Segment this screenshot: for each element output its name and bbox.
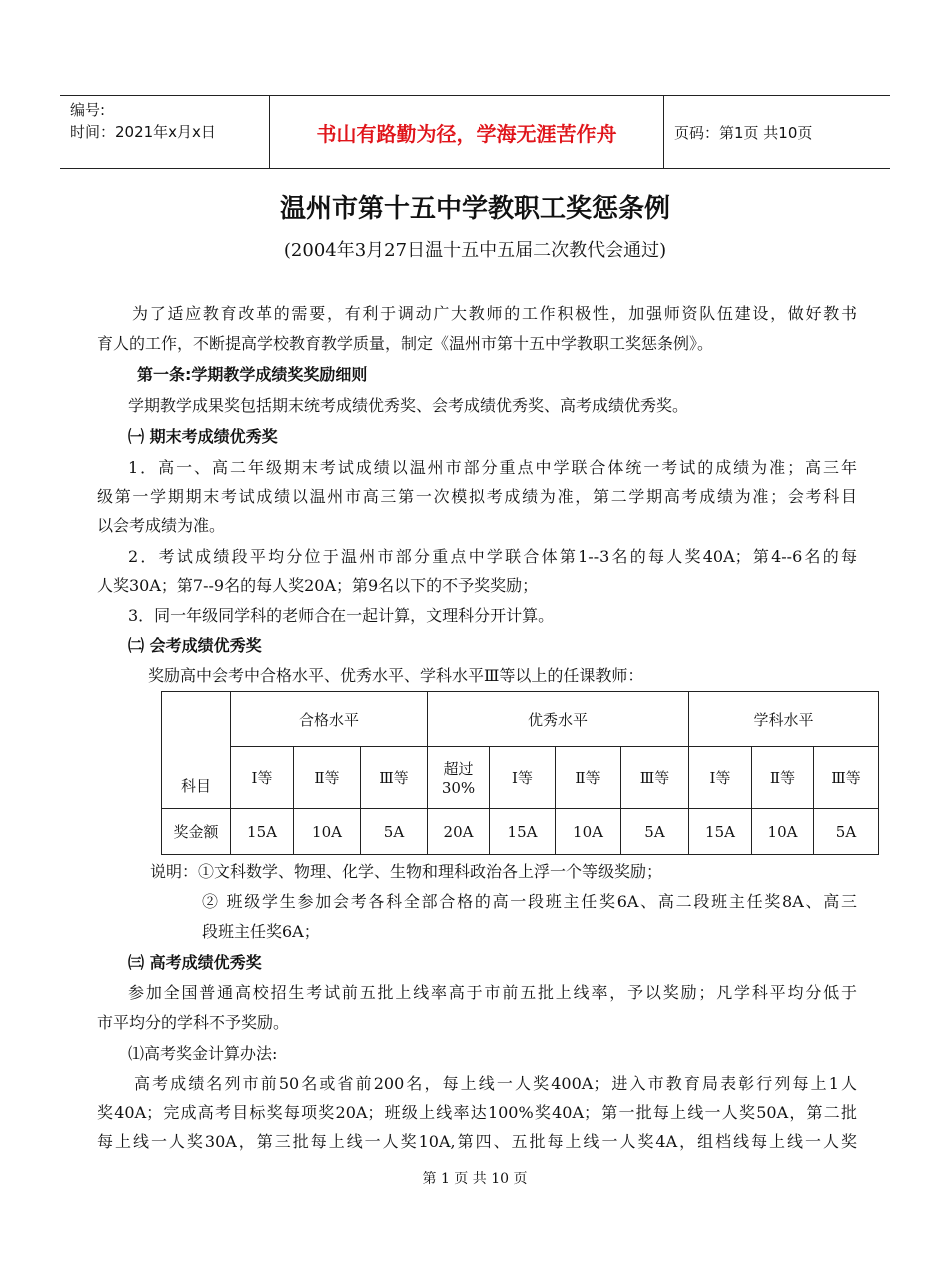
header-motto: 书山有路勤为径，学海无涯苦作舟 <box>270 96 664 168</box>
amount-cell: 10A <box>556 809 621 855</box>
intro-line-2: 育人的工作，不断提高学校教育教学质量，制定《温州市第十五中学教职工奖惩条例》。 <box>97 334 714 353</box>
page-footer: 第 1 页 共 10 页 <box>422 1171 528 1187</box>
amount-cell: 10A <box>752 809 814 855</box>
sec3-p1-line-2: 市平均分的学科不予奖励。 <box>97 1013 290 1032</box>
grade-cell: Ⅰ等 <box>490 747 556 809</box>
sec1-p1-line-1: 1．高一、高二年级期末考试成绩以温州市部分重点中学联合体统一考试的成绩为准；高三年 <box>128 458 857 477</box>
grade-cell: Ⅱ等 <box>294 747 361 809</box>
note-1: 说明：①文科数学、物理、化学、生物和理科政治各上浮一个等级奖励； <box>150 862 663 881</box>
amount-cell: 5A <box>621 809 689 855</box>
section-3-heading: ㈢ 高考成绩优秀奖 <box>128 953 262 972</box>
document-title: 温州市第十五中学教职工奖惩条例 <box>279 194 670 224</box>
section-2-heading: ㈡ 会考成绩优秀奖 <box>128 636 262 655</box>
sec3-p2-line-3: 每上线一人奖30A，第三批每上线一人奖10A,第四、五批每上线一人奖4A，组档线每上线一人奖 <box>97 1132 857 1151</box>
sec1-p1-line-2: 级第一学期期末考试成绩以温州市高三第一次模拟考成绩为准，第二学期高考成绩为准；会考科目 <box>97 487 857 506</box>
sec1-p2-line-1: 2．考试成绩段平均分位于温州市部分重点中学联合体第1--3名的每人奖40A；第4--6名的每 <box>128 547 857 566</box>
amount-cell: 5A <box>361 809 428 855</box>
sec1-p2-line-2: 人奖30A；第7--9名的每人奖20A；第9名以下的不予奖奖励； <box>97 576 539 595</box>
amount-cell: 15A <box>490 809 556 855</box>
page-header <box>60 95 890 169</box>
sec1-p3: 3．同一年级同学科的老师合在一起计算，文理科分开计算。 <box>128 606 555 625</box>
group-subject-level: 学科水平 <box>689 692 879 747</box>
note-2-line-2: 段班主任奖6A； <box>202 922 320 941</box>
grade-cell-over-30 <box>428 747 490 809</box>
article-1-desc: 学期教学成果奖包括期末统考成绩优秀奖、会考成绩优秀奖、高考成绩优秀奖。 <box>128 396 689 415</box>
section-2-desc: 奖励高中会考中合格水平、优秀水平、学科水平Ⅲ等以上的任课教师： <box>148 666 644 685</box>
time-label: 时间：2021年x月x日 <box>70 123 216 141</box>
grade-cell: Ⅰ等 <box>231 747 294 809</box>
grade-cell: Ⅱ等 <box>556 747 621 809</box>
amount-cell: 15A <box>689 809 752 855</box>
amount-cell: 10A <box>294 809 361 855</box>
percent-label: 30% <box>441 779 476 797</box>
grade-cell: Ⅱ等 <box>752 747 814 809</box>
header-page-info: 页码：第1页 共10页 <box>674 123 813 142</box>
award-table <box>161 691 879 855</box>
sec1-p1-line-3: 以会考成绩为准。 <box>97 516 226 535</box>
sec3-subheading: ⑴高考奖金计算办法: <box>128 1044 278 1063</box>
grade-cell: Ⅲ等 <box>621 747 689 809</box>
grade-cell: Ⅲ等 <box>814 747 879 809</box>
subject-header: 科目 <box>162 692 231 809</box>
amount-header: 奖金额 <box>162 809 231 855</box>
amount-cell: 15A <box>231 809 294 855</box>
number-label: 编号: <box>70 101 106 119</box>
over-label: 超过 <box>443 760 474 778</box>
sec3-p2-line-1: 高考成绩名列市前50名或省前200名，每上线一人奖400A；进入市教育局表彰行列每上1人 <box>134 1074 857 1093</box>
sec3-p1-line-1: 参加全国普通高校招生考试前五批上线率高于市前五批上线率，予以奖励；凡学科平均分低于 <box>128 983 857 1002</box>
grade-cell: Ⅰ等 <box>689 747 752 809</box>
grade-cell: Ⅲ等 <box>361 747 428 809</box>
header-meta <box>60 96 270 168</box>
article-1-heading: 第一条:学期教学成绩奖奖励细则 <box>137 365 368 384</box>
amount-cell: 5A <box>814 809 879 855</box>
group-excellent-level: 优秀水平 <box>428 692 689 747</box>
group-pass-level: 合格水平 <box>231 692 428 747</box>
section-1-heading: ㈠ 期末考成绩优秀奖 <box>128 427 278 446</box>
sec3-p2-line-2: 奖40A；完成高考目标奖每项奖20A；班级上线率达100%奖40A；第一批每上线一人奖50A，第二批 <box>97 1103 857 1122</box>
intro-line-1: 为了适应教育改革的需要，有利于调动广大教师的工作积极性，加强师资队伍建设，做好教书 <box>132 304 857 323</box>
note-2-line-1: ② 班级学生参加会考各科全部合格的高一段班主任奖6A、高二段班主任奖8A、高三 <box>202 892 857 911</box>
document-subtitle: (2004年3月27日温十五中五届二次教代会通过) <box>283 240 667 261</box>
amount-cell: 20A <box>428 809 490 855</box>
